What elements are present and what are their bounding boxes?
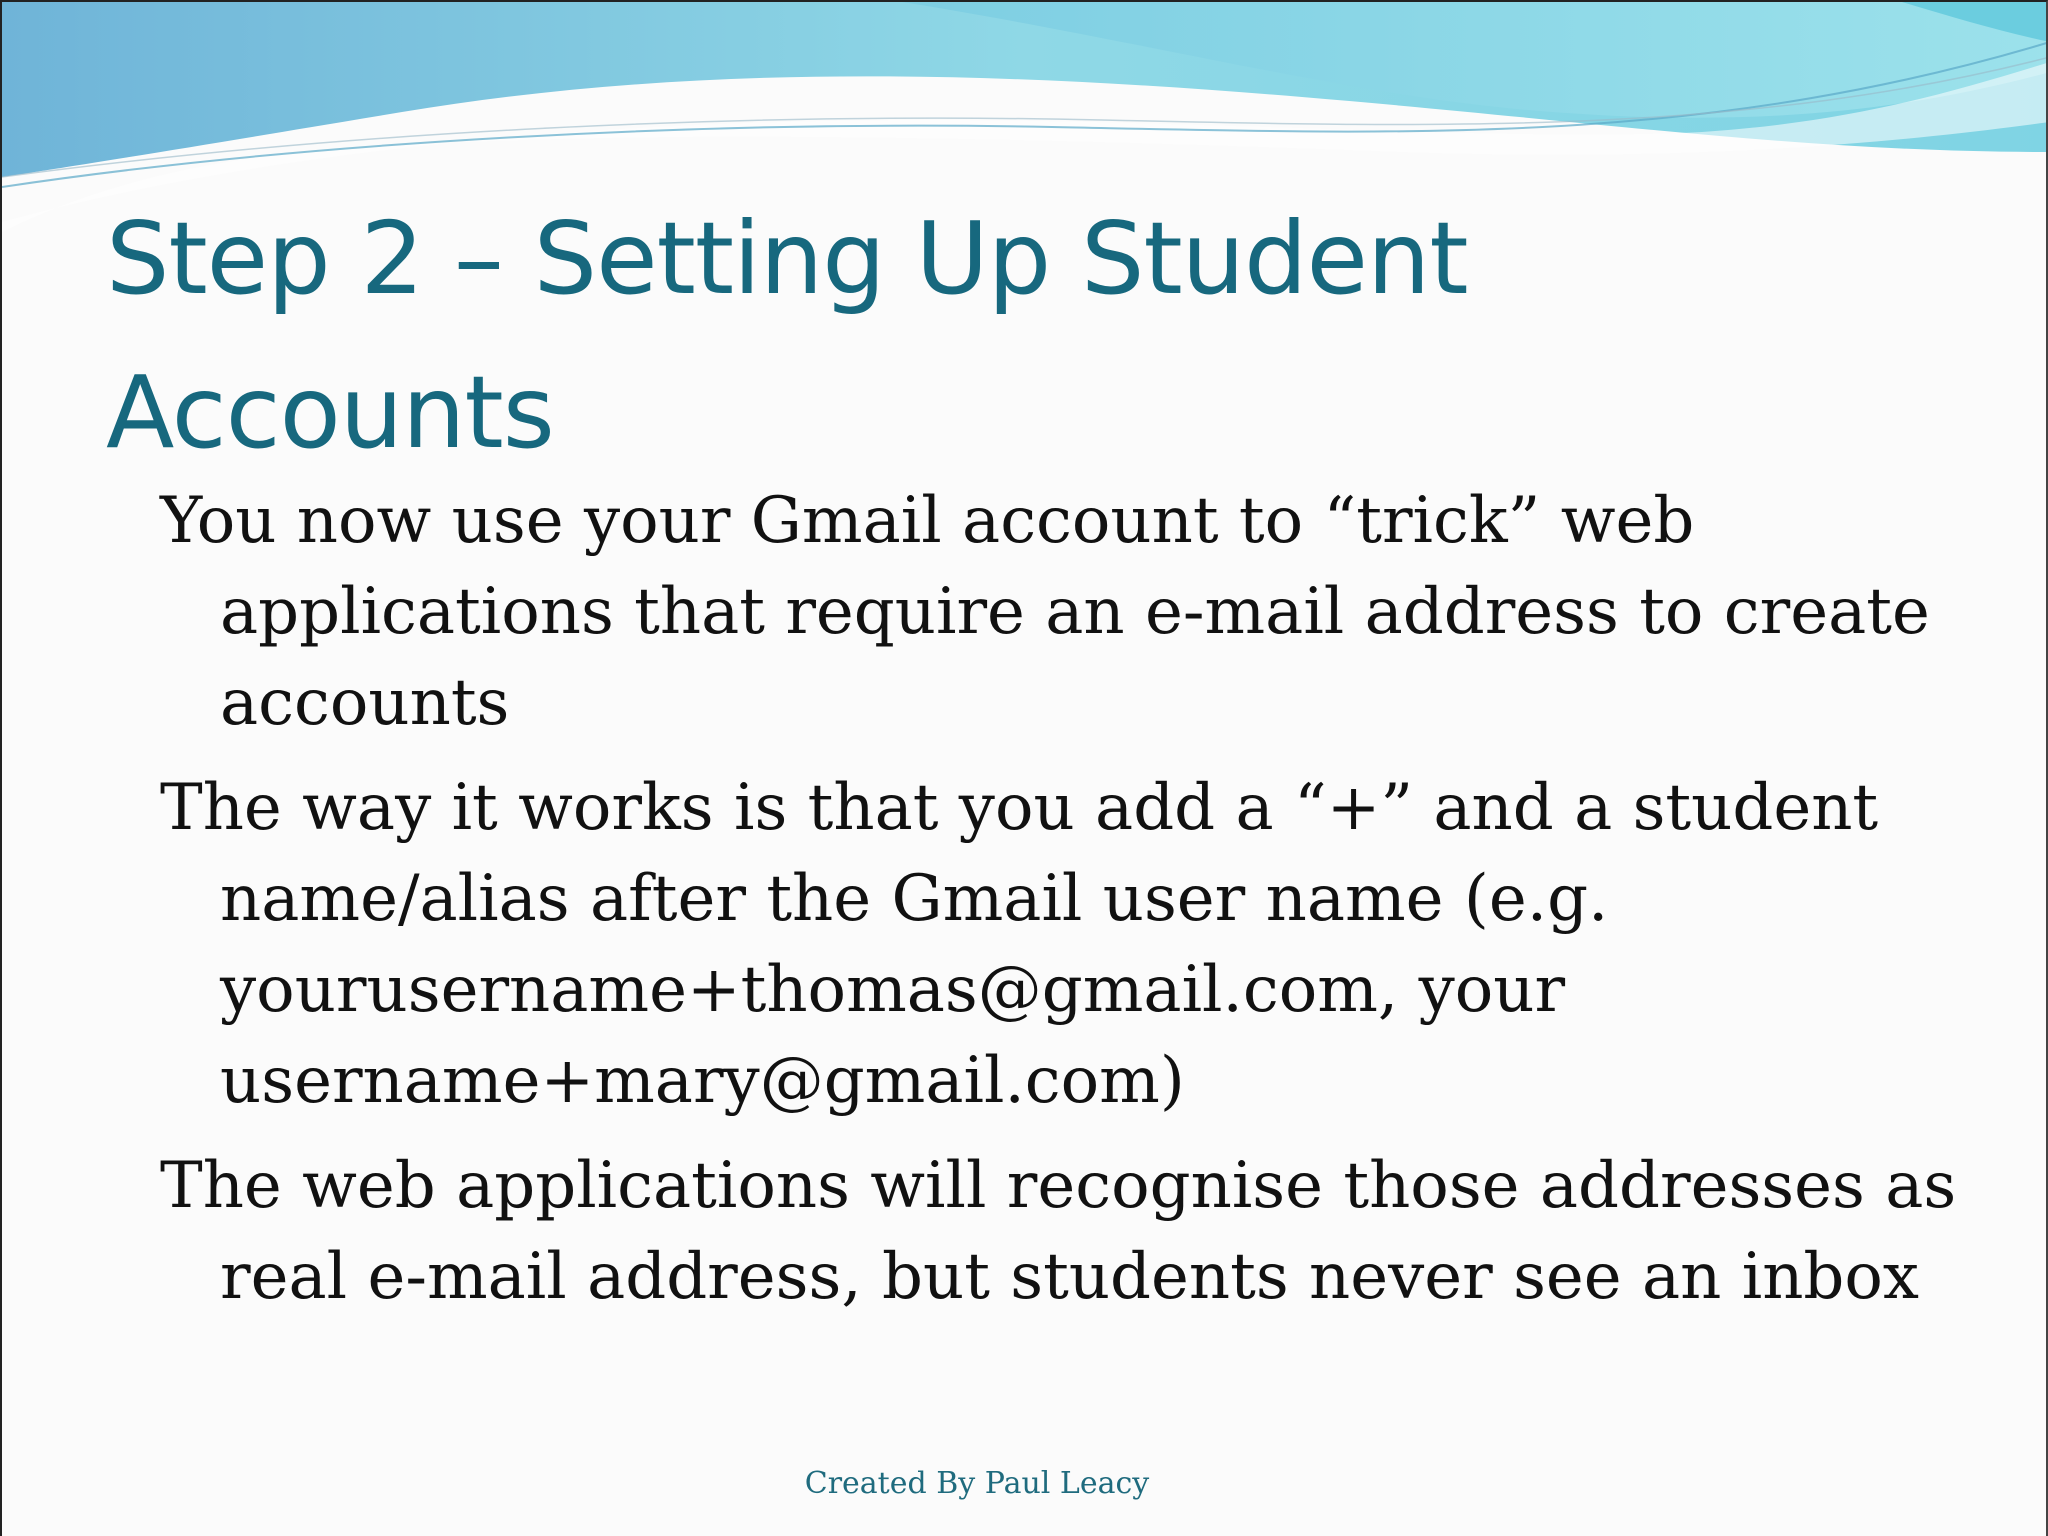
slide-footer: Created By Paul Leacy (804, 1466, 1150, 1501)
bullet-item: The web applications will recognise those addresses as real e-mail address, but students never see an inbox (160, 1149, 1957, 1314)
bullet-item: You now use your Gmail account to “trick” web applications that require an e-mail address to create accounts (160, 484, 1930, 740)
slide-title: Step 2 – Setting Up Student Accounts (106, 200, 1468, 471)
bullet-list (160, 476, 2020, 1337)
bullet-item: The way it works is that you add a “+” and a student name/alias after the Gmail user name (e.g. yourusername+thomas@gmail.com, your username+mary@gmail.com) (160, 771, 1879, 1118)
